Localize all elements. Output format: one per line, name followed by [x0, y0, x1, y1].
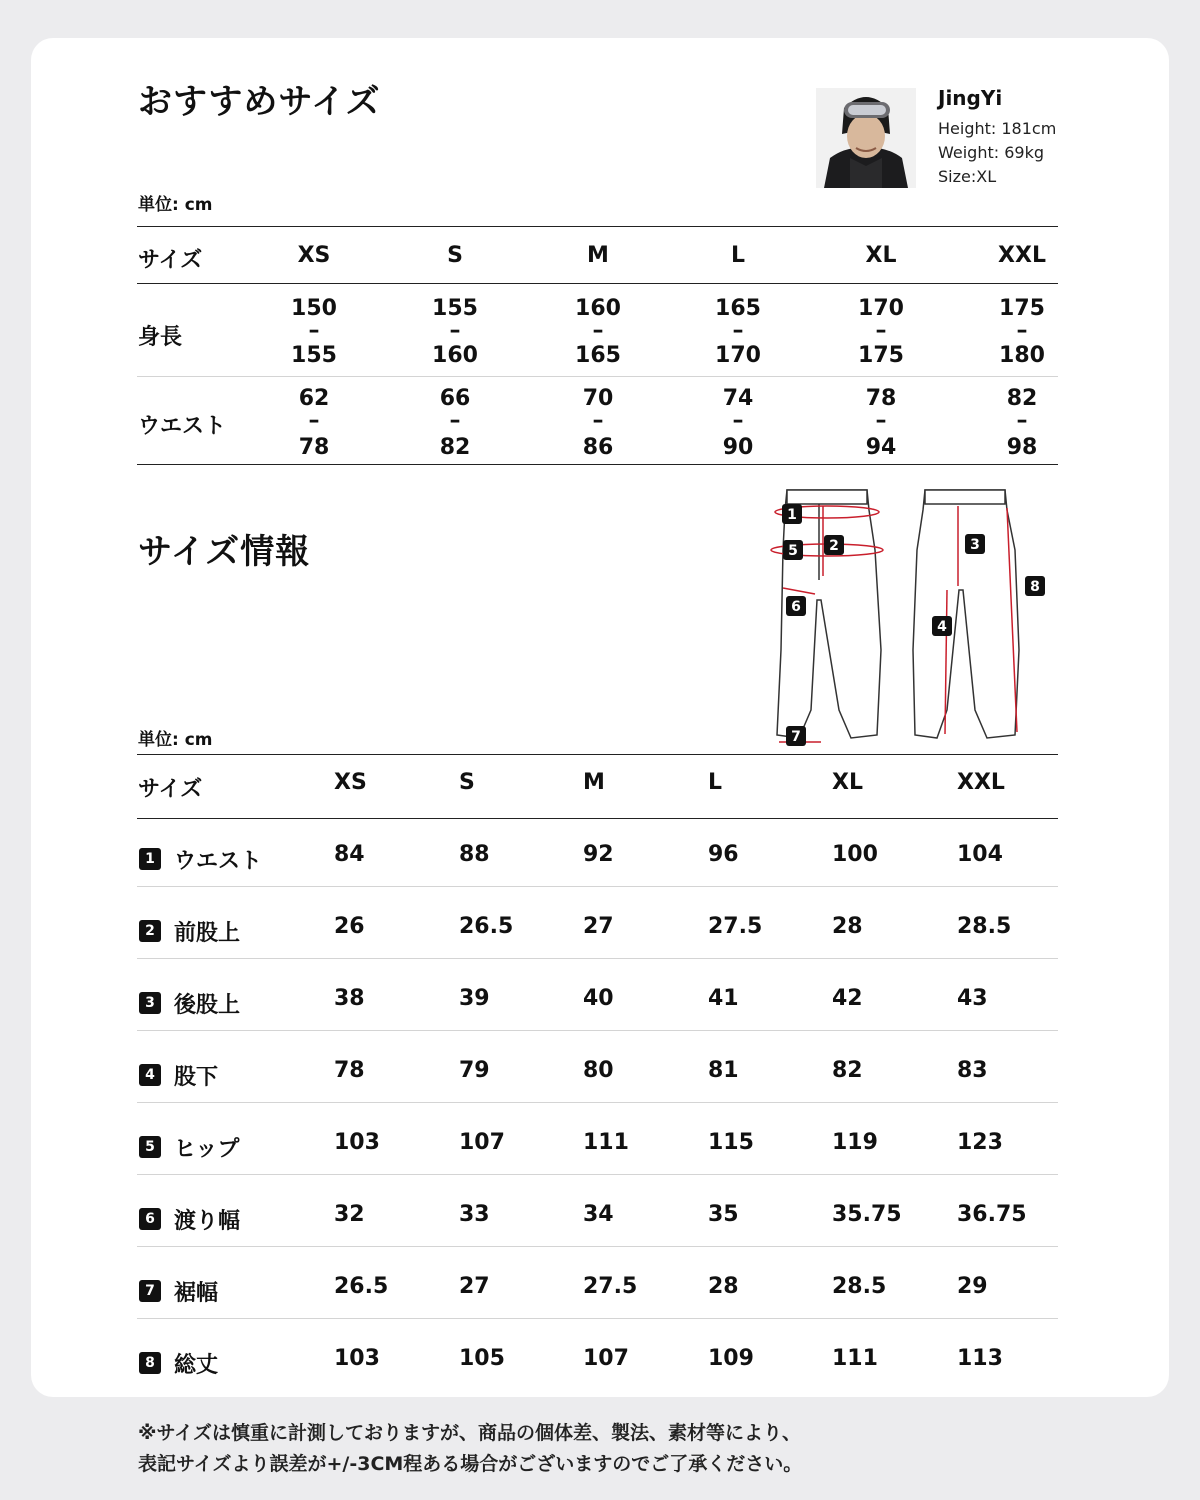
model-photo: [816, 88, 916, 188]
measure-value: 105: [459, 1346, 505, 1371]
measure-value: 27: [459, 1274, 490, 1299]
model-height: Height: 181cm: [938, 119, 1057, 138]
measure-value: 28: [832, 914, 863, 939]
diagram-marker-number: 2: [829, 538, 839, 554]
measure-value: 38: [334, 986, 365, 1011]
measure-value: 123: [957, 1130, 1003, 1155]
table-rule: [137, 376, 1058, 377]
measure-number-badge: 3: [139, 992, 161, 1014]
size-col-l: L: [708, 770, 723, 795]
table-rule: [137, 1246, 1058, 1247]
measure-label: ヒップ: [174, 1137, 240, 1162]
diagram-marker-number: 6: [791, 599, 801, 615]
measure-number-badge: 4: [139, 1064, 161, 1086]
range-low: 175: [999, 296, 1045, 321]
range-high: 175: [858, 343, 904, 368]
range-low: 66: [439, 386, 471, 411]
measure-label: 総丈: [174, 1353, 219, 1378]
size-col-xs: XS: [297, 243, 331, 268]
size-col-xs: XS: [334, 770, 367, 795]
diagram-marker-number: 1: [787, 507, 797, 523]
disclaimer-line-2: 表記サイズより誤差が+/-3CM程ある場合がございますのでご了承ください。: [138, 1453, 803, 1475]
range-dash: –: [592, 408, 604, 433]
table-rule: [137, 1318, 1058, 1319]
row-label-waist: ウエスト: [138, 414, 227, 439]
measure-value: 107: [459, 1130, 505, 1155]
measure-number-badge: 5: [139, 1136, 161, 1158]
size-col-m: M: [587, 243, 609, 268]
range-high: 82: [439, 435, 471, 460]
measure-value: 36.75: [957, 1202, 1027, 1227]
model-size: Size:XL: [938, 167, 997, 186]
measure-value: 34: [583, 1202, 614, 1227]
measure-value: 27.5: [708, 914, 763, 939]
range-high: 94: [865, 435, 897, 460]
measure-label: 裾幅: [174, 1281, 219, 1306]
measure-value: 88: [459, 842, 490, 867]
measure-value: 40: [583, 986, 614, 1011]
size-col-xxl: XXL: [957, 770, 1005, 795]
diagram-marker-number: 4: [937, 619, 947, 635]
range-high: 160: [432, 343, 478, 368]
range-dash: –: [875, 318, 887, 343]
range-low: 82: [1006, 386, 1038, 411]
measure-number-badge: 1: [139, 848, 161, 870]
measure-value: 35: [708, 1202, 739, 1227]
size-col-xl: XL: [832, 770, 863, 795]
range-high: 180: [999, 343, 1045, 368]
measure-value: 32: [334, 1202, 365, 1227]
table-rule: [137, 1102, 1058, 1103]
measure-value: 35.75: [832, 1202, 902, 1227]
size-info-unit-label: 単位: cm: [138, 730, 213, 750]
measure-value: 29: [957, 1274, 988, 1299]
measure-value: 26: [334, 914, 365, 939]
size-col-xxl: XXL: [998, 243, 1046, 268]
measure-value: 103: [334, 1346, 380, 1371]
range-high: 170: [715, 343, 761, 368]
diagram-marker-number: 3: [970, 537, 980, 553]
range-high: 78: [298, 435, 330, 460]
size-col-xl: XL: [865, 243, 897, 268]
range-high: 90: [722, 435, 754, 460]
size-col-m: M: [583, 770, 605, 795]
model-weight: Weight: 69kg: [938, 143, 1044, 162]
table-rule: [137, 226, 1058, 227]
diagram-marker: [786, 726, 806, 746]
table-rule: [137, 1030, 1058, 1031]
disclaimer-line-1: ※サイズは慎重に計測しておりますが、商品の個体差、製法、素材等により、: [138, 1422, 801, 1444]
table-rule: [137, 1174, 1058, 1175]
range-low: 78: [865, 386, 897, 411]
range-dash: –: [308, 318, 320, 343]
range-dash: –: [449, 408, 461, 433]
table-rule: [137, 464, 1058, 465]
range-low: 170: [858, 296, 904, 321]
measure-value: 113: [957, 1346, 1003, 1371]
measure-value: 81: [708, 1058, 739, 1083]
measure-value: 100: [832, 842, 878, 867]
size-header-label: サイズ: [138, 248, 203, 273]
measure-label: 渡り幅: [174, 1209, 241, 1234]
measure-number-badge: 8: [139, 1352, 161, 1374]
range-dash: –: [449, 318, 461, 343]
range-high: 155: [291, 343, 337, 368]
measure-label: 前股上: [174, 921, 241, 946]
range-dash: –: [1016, 408, 1028, 433]
measure-value: 39: [459, 986, 490, 1011]
size-header-label: サイズ: [138, 777, 203, 802]
measure-value: 26.5: [459, 914, 514, 939]
measure-value: 107: [583, 1346, 629, 1371]
range-high: 165: [575, 343, 621, 368]
size-info-title: サイズ情報: [138, 532, 311, 572]
measure-value: 28.5: [957, 914, 1012, 939]
measure-label: ウエスト: [174, 849, 263, 874]
diagram-marker-number: 5: [788, 543, 798, 559]
measure-value: 111: [832, 1346, 878, 1371]
diagram-marker: [1025, 576, 1045, 596]
measure-value: 111: [583, 1130, 629, 1155]
measure-label: 股下: [174, 1065, 219, 1090]
measure-value: 42: [832, 986, 863, 1011]
measure-value: 103: [334, 1130, 380, 1155]
measure-value: 26.5: [334, 1274, 389, 1299]
model-avatar-icon: [816, 88, 916, 188]
diagram-marker: [783, 540, 803, 560]
measure-label: 後股上: [174, 993, 241, 1018]
size-col-l: L: [730, 243, 746, 268]
table-rule: [137, 958, 1058, 959]
range-dash: –: [308, 408, 320, 433]
diagram-marker: [786, 596, 806, 616]
range-high: 98: [1006, 435, 1038, 460]
range-low: 70: [582, 386, 614, 411]
range-low: 165: [715, 296, 761, 321]
measure-value: 109: [708, 1346, 754, 1371]
range-low: 155: [432, 296, 478, 321]
measure-value: 80: [583, 1058, 614, 1083]
size-col-s: S: [459, 770, 475, 795]
measure-number-badge: 6: [139, 1208, 161, 1230]
diagram-marker-number: 8: [1030, 579, 1040, 595]
table-rule: [137, 886, 1058, 887]
range-dash: –: [1016, 318, 1028, 343]
measure-value: 104: [957, 842, 1003, 867]
size-col-s: S: [447, 243, 463, 268]
measure-value: 43: [957, 986, 988, 1011]
recommended-size-title: おすすめサイズ: [138, 82, 381, 122]
measure-value: 96: [708, 842, 739, 867]
measure-value: 82: [832, 1058, 863, 1083]
measure-value: 92: [583, 842, 614, 867]
measure-value: 78: [334, 1058, 365, 1083]
pants-diagram: [755, 480, 1065, 750]
recommended-unit-label: 単位: cm: [138, 195, 213, 215]
measure-value: 79: [459, 1058, 490, 1083]
diagram-marker: [824, 535, 844, 555]
measure-number-badge: 2: [139, 920, 161, 942]
range-dash: –: [592, 318, 604, 343]
measure-value: 27: [583, 914, 614, 939]
range-low: 74: [722, 386, 754, 411]
diagram-marker: [932, 616, 952, 636]
measure-value: 28.5: [832, 1274, 887, 1299]
diagram-marker: [965, 534, 985, 554]
row-label-height: 身長: [138, 325, 183, 350]
measure-value: 119: [832, 1130, 878, 1155]
range-dash: –: [732, 318, 744, 343]
range-high: 86: [582, 435, 614, 460]
measure-value: 83: [957, 1058, 988, 1083]
table-rule: [137, 818, 1058, 819]
diagram-marker: [782, 504, 802, 524]
range-low: 150: [291, 296, 337, 321]
model-name: JingYi: [938, 86, 1003, 110]
table-rule: [137, 283, 1058, 284]
measure-number-badge: 7: [139, 1280, 161, 1302]
diagram-marker-number: 7: [791, 729, 801, 745]
range-low: 62: [298, 386, 330, 411]
measure-value: 84: [334, 842, 365, 867]
measure-value: 33: [459, 1202, 490, 1227]
table-rule: [137, 754, 1058, 755]
measure-value: 28: [708, 1274, 739, 1299]
range-low: 160: [575, 296, 621, 321]
measure-value: 115: [708, 1130, 754, 1155]
range-dash: –: [875, 408, 887, 433]
range-dash: –: [732, 408, 744, 433]
measure-value: 41: [708, 986, 739, 1011]
measure-value: 27.5: [583, 1274, 638, 1299]
